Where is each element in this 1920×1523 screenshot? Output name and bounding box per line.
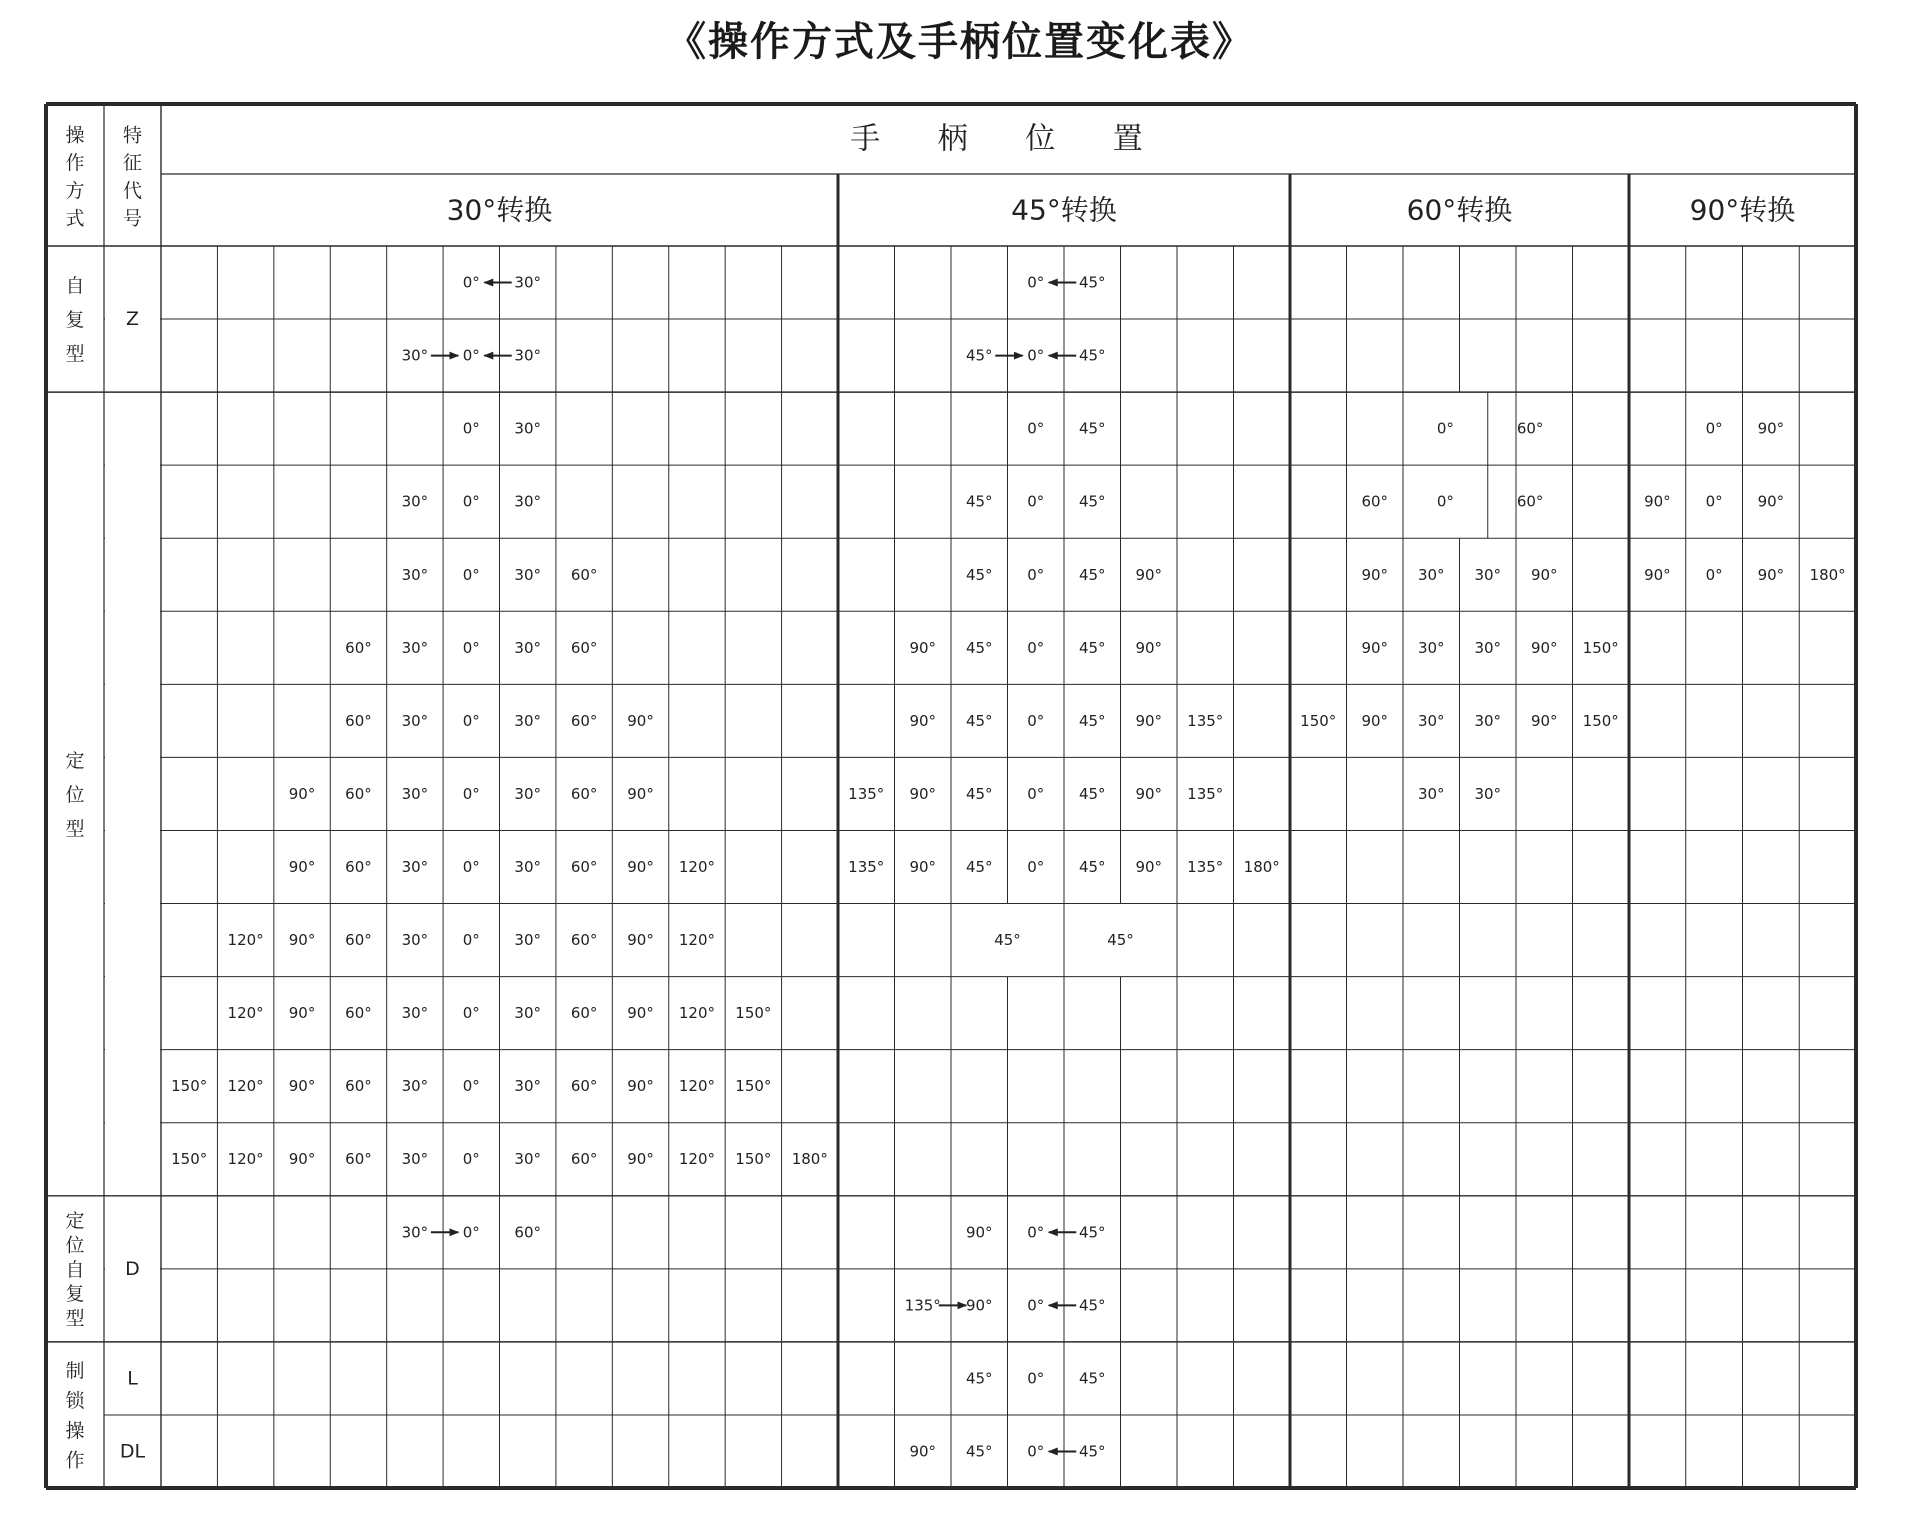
angle-value: 90° [909,711,937,730]
angle-value: 180° [791,1150,828,1169]
group-label-4: 制锁操作 [65,1360,85,1472]
angle-value: 150° [171,1150,208,1169]
angle-value: 135° [1187,858,1224,876]
angle-value: 30° [514,1150,542,1169]
angle-value: 0° [462,858,480,876]
angle-value: 30° [1417,784,1445,803]
angle-value: 60° [570,784,598,803]
angle-value: 30° [514,858,542,876]
angle-value: 90° [909,858,937,876]
angle-value: 45° [1078,638,1106,657]
angle-value: 90° [909,638,937,657]
angle-value: 30° [514,711,542,730]
angle-value: 90° [1135,638,1163,657]
angle-value: 0° [1027,784,1045,803]
angle-value: 90° [627,931,654,950]
angle-value: 45° [1078,1223,1106,1242]
feature-code: Z [125,308,140,331]
angle-value: 90° [1135,858,1163,876]
angle-value: 60° [570,931,598,950]
angle-value: 0° [462,273,480,292]
angle-value: 90° [909,1442,937,1461]
angle-value: 0° [1027,1223,1045,1242]
angle-value: 90° [627,1004,654,1023]
angle-value: 135° [848,784,885,803]
angle-value: 180° [1809,565,1846,584]
angle-value: 90° [1135,565,1163,584]
angle-value: 60° [345,1004,372,1023]
angle-value: 45° [965,346,993,365]
angle-value: 60° [1361,492,1389,511]
angle-value: 0° [1705,565,1723,584]
angle-value: 60° [570,1150,598,1169]
angle-value: 0° [462,1223,480,1242]
angle-value: 30° [514,565,542,584]
angle-value: 45° [965,858,993,876]
angle-value: 30° [401,346,429,365]
merge-mask [105,1048,160,1051]
angle-value: 60° [345,711,372,730]
angle-value: 150° [735,1004,772,1023]
angle-value: 0° [462,931,480,950]
angle-value: 30° [1474,565,1502,584]
angle-value: 120° [678,858,716,876]
angle-value: 30° [1417,638,1445,657]
angle-value: 45° [1107,931,1134,950]
angle-value: 30° [514,1004,542,1023]
feature-code: D [125,1257,140,1280]
merge-mask [105,829,160,832]
angle-value: 0° [462,638,480,657]
group-label-1: 自复型 [65,275,85,366]
angle-value: 0° [1027,711,1045,730]
angle-value: 30° [514,931,542,950]
angle-value: 60° [570,711,598,730]
section-header-1: 30°转换 [446,193,553,227]
angle-value: 45° [965,1369,993,1388]
angle-value: 30° [1417,711,1445,730]
angle-value: 30° [514,638,542,657]
angle-value: 180° [1243,858,1280,876]
angle-value: 0° [1027,492,1045,511]
angle-value: 30° [1474,638,1502,657]
feature-code-header: 特征代号 [122,124,143,230]
angle-value: 90° [1757,565,1785,584]
angle-value: 30° [514,273,542,292]
angle-value: 135° [1187,711,1224,730]
angle-value: 0° [1436,419,1454,438]
angle-value: 120° [227,1077,264,1096]
angle-value: 30° [1474,711,1502,730]
angle-value: 30° [401,1223,429,1242]
angle-value: 60° [345,784,372,803]
angle-value: 0° [1027,273,1045,292]
angle-value: 45° [1078,346,1106,365]
section-header-2: 45°转换 [1011,193,1117,227]
angle-value: 30° [514,1077,542,1096]
angle-value: 45° [1078,858,1106,876]
angle-value: 90° [627,711,654,730]
angle-value: 0° [462,492,480,511]
angle-value: 45° [1078,711,1106,730]
angle-value: 60° [345,1150,372,1169]
angle-value: 30° [401,711,429,730]
angle-value: 90° [288,858,316,876]
angle-value: 90° [288,1150,316,1169]
angle-value: 90° [1644,565,1671,584]
angle-value: 0° [462,711,480,730]
merge-mask [105,756,160,759]
angle-value: 45° [1078,1296,1106,1315]
angle-value: 60° [345,1077,372,1096]
feature-code: L [127,1367,138,1390]
angle-value: 90° [1135,784,1163,803]
merge-mask [105,464,160,467]
angle-value: 90° [288,1077,316,1096]
angle-value: 30° [401,638,429,657]
angle-value: 0° [462,1150,480,1169]
angle-value: 0° [1027,346,1045,365]
angle-value: 150° [1582,711,1619,730]
angle-value: 30° [401,931,429,950]
angle-value: 30° [514,492,542,511]
angle-value: 45° [994,931,1021,950]
angle-value: 45° [965,711,993,730]
angle-value: 90° [909,784,937,803]
angle-value: 60° [1516,419,1544,438]
angle-value: 135° [848,858,885,876]
angle-value: 30° [401,1004,429,1023]
angle-value: 0° [462,419,480,438]
angle-value: 135° [904,1296,941,1315]
merge-mask [105,683,160,686]
angle-value: 30° [514,419,542,438]
angle-value: 45° [965,492,993,511]
angle-value: 120° [227,1150,264,1169]
angle-value: 90° [288,931,316,950]
angle-value: 60° [570,565,598,584]
angle-value: 90° [627,784,654,803]
angle-value: 60° [345,931,372,950]
angle-value: 0° [462,565,480,584]
angle-value: 120° [227,1004,264,1023]
angle-value: 0° [1705,419,1723,438]
angle-value: 45° [965,784,993,803]
angle-value: 0° [1027,565,1045,584]
angle-value: 90° [627,1077,654,1096]
angle-value: 90° [1361,638,1389,657]
merge-mask [105,610,160,613]
angle-value: 120° [678,1150,716,1169]
angle-value: 60° [570,858,598,876]
angle-value: 90° [1361,711,1389,730]
angle-value: 45° [1078,1442,1106,1461]
angle-value: 150° [735,1077,772,1096]
angle-value: 45° [965,565,993,584]
angle-value: 45° [965,1442,993,1461]
angle-value: 30° [401,565,429,584]
angle-value: 30° [401,492,429,511]
angle-value: 0° [1027,1442,1045,1461]
angle-value: 60° [345,858,372,876]
angle-value: 0° [1027,1369,1045,1388]
angle-value: 30° [401,1077,429,1096]
angle-value: 45° [1078,492,1106,511]
angle-value: 120° [227,931,264,950]
merge-mask [105,975,160,978]
angle-value: 120° [678,931,716,950]
angle-value: 90° [1530,711,1558,730]
angle-value: 90° [627,858,654,876]
angle-value: 60° [570,638,598,657]
group-label-2: 定位型 [65,749,85,840]
angle-value: 0° [1027,1296,1045,1315]
section-header-3: 60°转换 [1406,193,1513,227]
merge-mask [105,1121,160,1124]
angle-value: 90° [1530,565,1558,584]
angle-value: 90° [288,1004,316,1023]
angle-value: 30° [514,346,542,365]
angle-value: 120° [678,1004,716,1023]
page-title: 《操作方式及手柄位置变化表》 [666,18,1254,65]
angle-value: 45° [1078,565,1106,584]
angle-value: 90° [965,1223,993,1242]
angle-value: 0° [1027,638,1045,657]
angle-value: 60° [514,1223,542,1242]
angle-value: 90° [1361,565,1389,584]
angle-value: 45° [1078,419,1106,438]
angle-value: 150° [171,1077,208,1096]
angle-value: 0° [1705,492,1723,511]
angle-value: 30° [401,858,429,876]
angle-value: 90° [627,1150,654,1169]
angle-value: 0° [1436,492,1454,511]
angle-value: 60° [345,638,372,657]
angle-value: 90° [1530,638,1558,657]
angle-value: 45° [1078,1369,1106,1388]
angle-value: 45° [1078,784,1106,803]
merge-mask [105,902,160,905]
angle-value: 60° [570,1004,598,1023]
angle-value: 150° [735,1150,772,1169]
angle-value: 45° [1078,273,1106,292]
angle-value: 0° [462,1077,480,1096]
feature-code: DL [119,1440,146,1463]
angle-value: 0° [462,784,480,803]
section-header-4: 90°转换 [1689,193,1796,227]
angle-value: 30° [401,784,429,803]
angle-value: 150° [1582,638,1619,657]
angle-value: 45° [965,638,993,657]
angle-value: 30° [401,1150,429,1169]
angle-value: 90° [1135,711,1163,730]
angle-value: 90° [1644,492,1671,511]
angle-value: 0° [462,1004,480,1023]
angle-value: 0° [1027,419,1045,438]
angle-value: 30° [1474,784,1502,803]
angle-value: 0° [462,346,480,365]
angle-value: 150° [1300,711,1337,730]
angle-value: 60° [570,1077,598,1096]
angle-value: 90° [288,784,316,803]
handle-position-header: 手 柄 位 置 [850,121,1167,157]
angle-value: 90° [1757,492,1785,511]
merge-mask [105,537,160,540]
angle-value: 60° [1516,492,1544,511]
angle-value: 30° [514,784,542,803]
angle-value: 90° [965,1296,993,1315]
angle-value: 120° [678,1077,716,1096]
angle-value: 135° [1187,784,1224,803]
group-label-3: 定位自复型 [65,1210,85,1330]
angle-value: 90° [1757,419,1785,438]
operation-mode-header: 操作方式 [65,124,85,230]
angle-value: 0° [1027,858,1045,876]
angle-value: 30° [1417,565,1445,584]
